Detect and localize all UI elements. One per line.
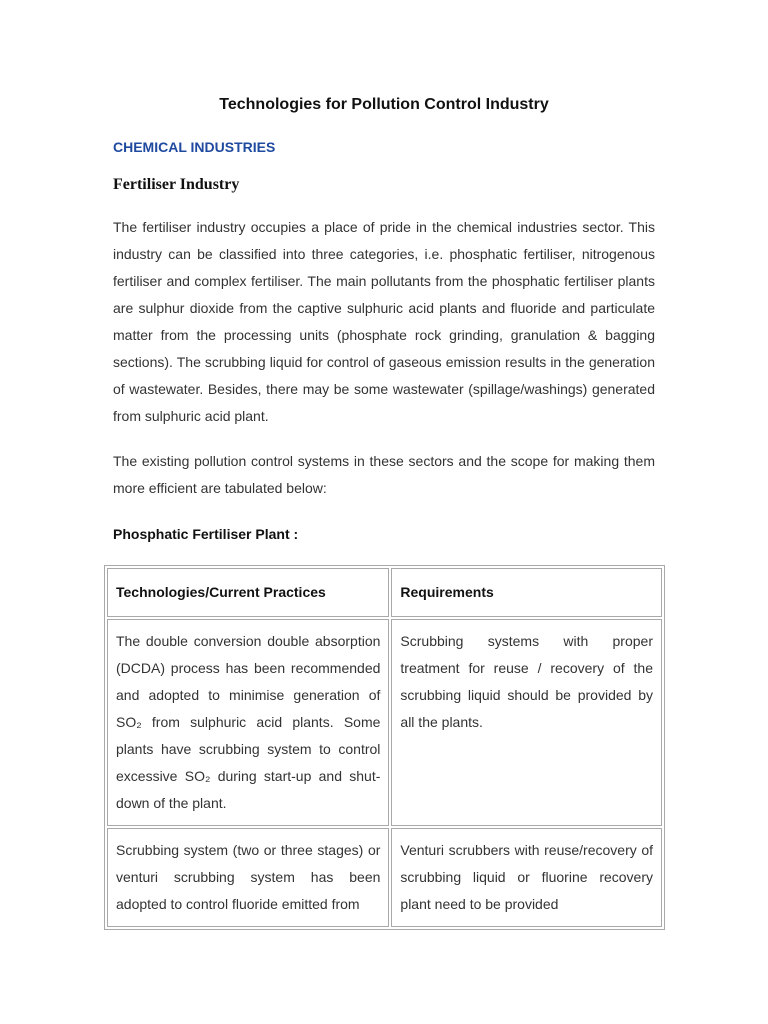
paragraph-tabulation-note: The existing pollution control systems in these sectors and the scope for making them more efficient are tabulated below: (113, 453, 655, 496)
table-cell-practice: Scrubbing system (two or three stages) or venturi scrubbing system has been adopted to control fluoride emitted from (107, 828, 389, 927)
paragraph-intro: The fertiliser industry occupies a place of pride in the chemical industries sector. This industry can be classified into three categories, i.e. phosphatic fertiliser, nitrogenous fertiliser and complex fertiliser. The main pollutants from the phosphatic fertiliser plants are sulphur dioxide from the captive sulphuric acid plants and fluoride and particulate matter from the processing units (phosphate rock grinding, granulation & bagging sections). The scrubbing liquid for control of gaseous emission results in the generation of wastewater. Besides, there may be some wastewater (spillage/washings) generated from sulphuric acid plant. (113, 219, 655, 424)
table-cell-requirement: Scrubbing systems with proper treatment for reuse / recovery of the scrubbing liquid should be provided by all the plants. (391, 619, 662, 826)
table-cell-practice: The double conversion double absorption (DCDA) process has been recommended and adopted to minimise generation of SO₂ from sulphuric acid plants. Some plants have scrubbing system to control excessive SO₂ during start-up and shut-down of the plant. (107, 619, 389, 826)
column-header-requirements: Requirements (391, 568, 662, 617)
table-heading: Phosphatic Fertiliser Plant : (113, 526, 299, 542)
table-header-row (107, 568, 662, 617)
column-header-practices: Technologies/Current Practices (107, 568, 389, 617)
table-cell-requirement: Venturi scrubbers with reuse/recovery of scrubbing liquid or fluorine recovery plant need to be provided (391, 828, 662, 927)
page-title: Technologies for Pollution Control Industry (219, 96, 549, 113)
table-row (107, 619, 662, 826)
subsection-heading: Fertiliser Industry (113, 176, 240, 193)
table-row (107, 828, 662, 927)
practices-table (104, 565, 665, 930)
section-heading: CHEMICAL INDUSTRIES (113, 139, 276, 155)
